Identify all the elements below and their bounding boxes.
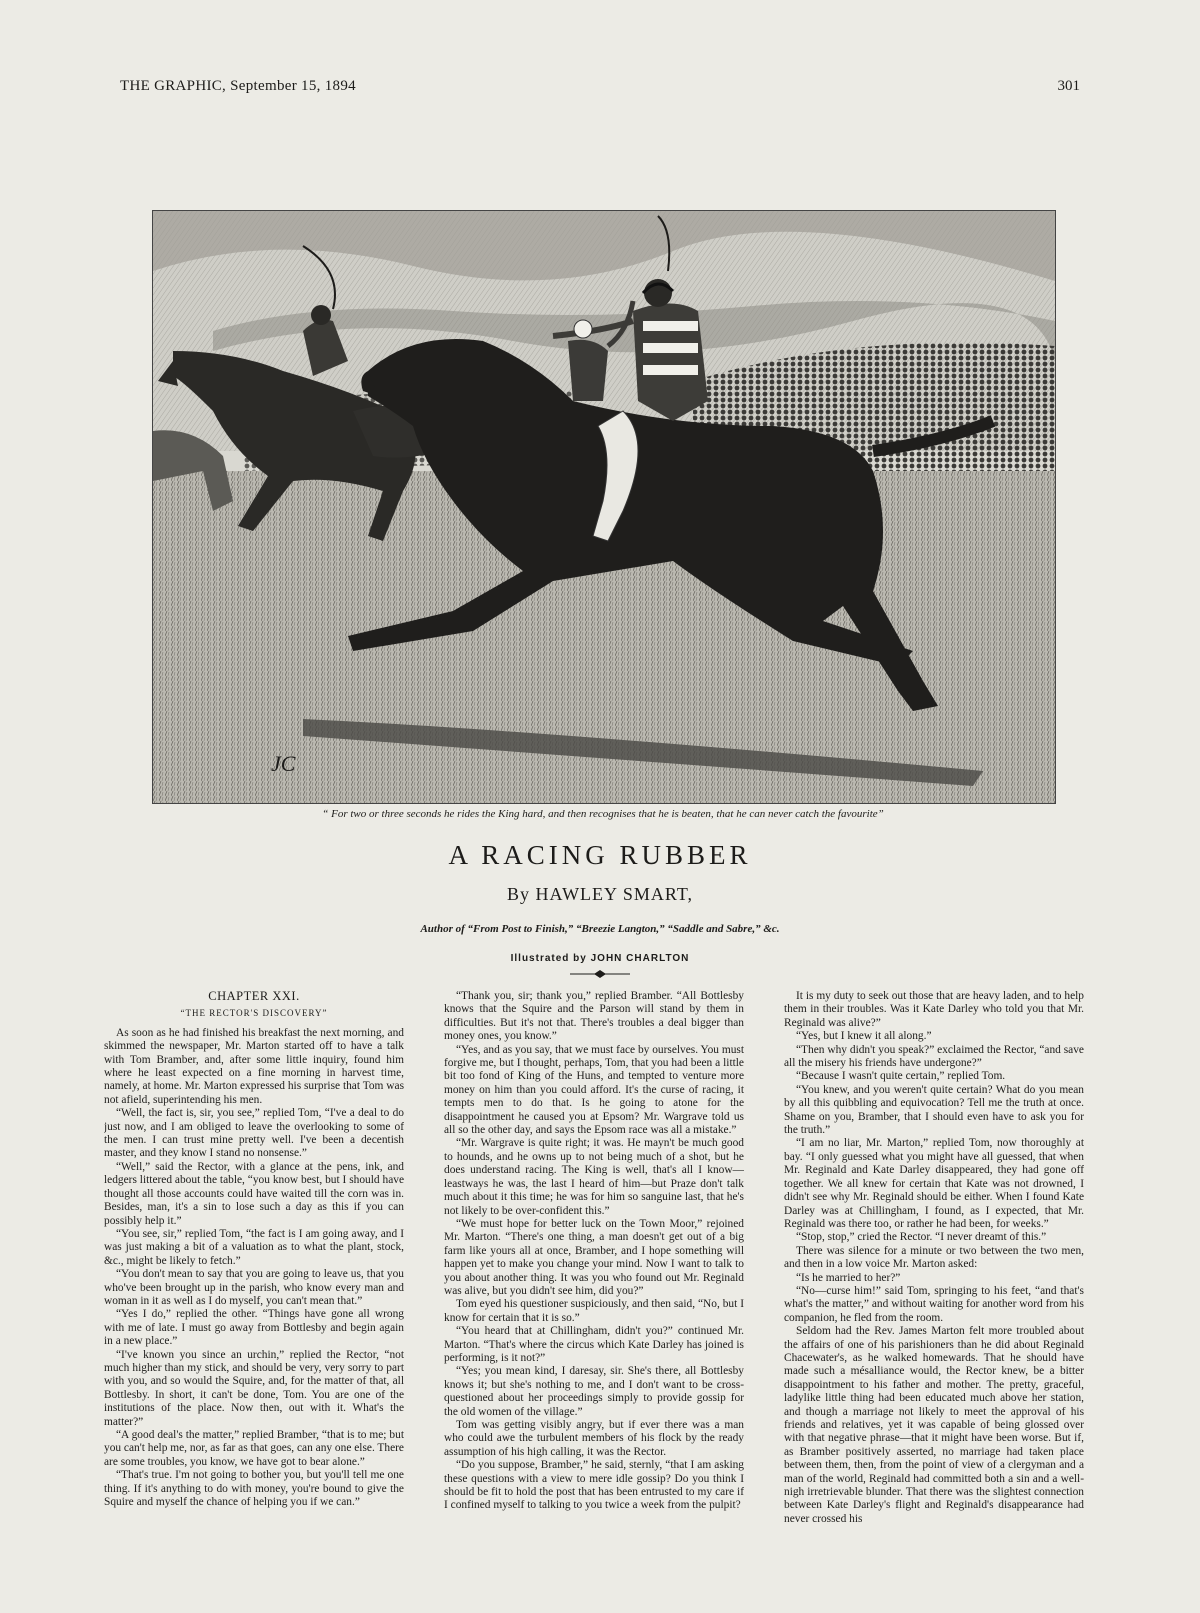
paragraph: There was silence for a minute or two between the two men, and then in a low voice Mr. Marton asked:	[784, 1244, 1084, 1271]
page-number: 301	[1057, 78, 1080, 94]
chapter-number: CHAPTER XXI.	[208, 990, 300, 1003]
paragraph: “We must hope for better luck on the Town Moor,” rejoined Mr. Marton. “There's one thing, a man doesn't get out of a big farm like yours all at once, Bramber, and I hope something will happen yet to make you change your mind. Now I want to talk to you about another thing. It was you who found out Mr. Reginald was alive, but you didn't see him, did you?”	[444, 1217, 744, 1297]
paragraph: “I've known you since an urchin,” replied the Rector, “not much higher than my stick, and should be very, very sorry to part with you, and so would the Squire, and, for the matter of that, all Bottlesby. In short, it can't be done, Tom. You are one of the institutions of the place. Now then, out with it. What's the matter?”	[104, 1348, 404, 1428]
paragraph: “Well, the fact is, sir, you see,” replied Tom, “I've a deal to do just now, and I am obliged to leave the overlooking to some of the men. I can trust mine pretty well. I've been a decentish master, and they know I stand no nonsense.”	[104, 1107, 404, 1160]
text-column-2	[444, 990, 744, 1590]
paragraph: “No—curse him!” said Tom, springing to his feet, “and that's what's the matter,” and without waiting for another word from his companion, he fled from the room.	[784, 1284, 1084, 1324]
paragraph: Tom eyed his questioner suspiciously, and then said, “No, but I know for certain that it is so.”	[444, 1298, 744, 1324]
journal-title: THE GRAPHIC, September 15, 1894	[120, 78, 356, 94]
paragraph: “Yes, but I knew it all along.”	[796, 1030, 932, 1043]
byline: By HAWLEY SMART,	[507, 884, 693, 904]
story-title: A RACING RUBBER	[448, 840, 752, 870]
chapter-title: “THE RECTOR'S DISCOVERY”	[180, 1008, 328, 1019]
paragraph: “You heard that at Chillingham, didn't you?” continued Mr. Marton. “That's where the circus which Kate Darley has joined is performing, is it not?”	[444, 1325, 744, 1364]
engraving-svg	[153, 211, 1055, 803]
illustrator-credit: Illustrated by JOHN CHARLTON	[510, 953, 690, 964]
artist-monogram: JC	[271, 751, 296, 776]
paragraph: “Stop, stop,” cried the Rector. “I never dreamt of this.”	[796, 1231, 1047, 1244]
paragraph: “A good deal's the matter,” replied Bramber, “that is to me; but you can't help me, nor, as far as that goes, can any one else. There are some troubles, you know, we have got to bear alone.”	[104, 1429, 404, 1468]
paragraph: “I am no liar, Mr. Marton,” replied Tom, now thoroughly at bay. “I only guessed what you might have all guessed, that when Mr. Reginald and Kate Darley disappeared, they had gone off together. We all knew for certain that Kate was not drowned, I didn't see why Mr. Reginald should be either. When I found Kate Darley was at Chillingham, I found, as I expected, that Mr. Reginald was there too, or rather he had been, for weeks.”	[784, 1137, 1084, 1230]
paragraph: “Yes, and as you say, that we must face by ourselves. You must forgive me, but I thought, perhaps, Tom, that you had been a little bit too fond of King of the Huns, and tempted to venture more money on him than you could afford. It's the curse of racing, it tempts men to do that. Is he going to atone for the disappointment he caused you at Epsom? Mr. Wargrave told us all so the other day, and says the Epsom race was all a mistake.”	[444, 1043, 744, 1137]
paragraph: “You don't mean to say that you are going to leave us, that you who've been brought up in the parish, who know every man and woman in it as well as I do myself, you can't mean that.”	[104, 1268, 404, 1307]
paragraph: “Well,” said the Rector, with a glance at the pens, ink, and ledgers littered about the table, “you know best, but I should have thought all those accounts could have waited till the corn was in. Besides, man, it's a sin to lose such a day as this if you can possibly help it.”	[104, 1160, 404, 1227]
paragraph: “Because I wasn't quite certain,” replied Tom.	[796, 1070, 1006, 1083]
paragraph: Tom was getting visibly angry, but if ever there was a man who could awe the turbulent members of his flock by the ready assumption of his high calling, it was the Rector.	[444, 1419, 744, 1458]
paragraph: “Yes; you mean kind, I daresay, sir. She's there, all Bottlesby knows it; but she's nothing to me, and I don't want to be cross-questioned about her proceedings simply to provide gossip for the old women of the village.”	[444, 1365, 744, 1418]
paragraph: “You see, sir,” replied Tom, “the fact is I am going away, and I was just making a bit of a valuation as to what the plant, stock, &c., might be likely to fetch.”	[104, 1227, 404, 1267]
horse-race-engraving	[152, 210, 1056, 804]
paragraph: “You knew, and you weren't quite certain? What do you mean by all this quibbling and equivocation? Tell me the truth at once. Shame on you, Bramber, that I should even have to ask you for the truth.”	[784, 1083, 1084, 1137]
text-column-3	[784, 990, 1084, 1590]
ornamental-rule	[570, 970, 630, 978]
paragraph: “Yes I do,” replied the other. “Things have gone all wrong with me of late. I must go away from Bottlesby and begin again in a new place.”	[104, 1308, 404, 1348]
paragraph: “Is he married to her?”	[796, 1271, 901, 1284]
paragraph: “That's true. I'm not going to bother you, but you'll tell me one thing. If it's anything to do with money, you're bound to give the Squire and myself the chance of helping you if we can.”	[104, 1469, 404, 1509]
illustration-caption: “ For two or three seconds he rides the King hard, and then recognises that he is beaten, that he can never catch the favourite”	[322, 808, 884, 820]
running-head	[120, 78, 1080, 102]
paragraph: “Do you suppose, Bramber,” he said, sternly, “that I am asking these questions with a view to mere idle gossip? Do you think I should be fit to hold the post that has been entrusted to my care if I confined myself to talking to you twice a week from the pulpit?	[444, 1459, 744, 1512]
paragraph: “Thank you, sir; thank you,” replied Bramber. “All Bottlesby knows that the Squire and the Parson will stand by them in difficulties. But it's not that. There's troubles a deal bigger than money ones, you know.”	[444, 990, 744, 1043]
paragraph: As soon as he had finished his breakfast the next morning, and skimmed the newspaper, Mr. Marton started off to have a talk with Tom Bramber, and, after some little inquiry, found him where he least expected on a fine morning in harvest time, namely, at home. Mr. Marton expressed his surprise that Tom was not afield, superintending his men.	[104, 1026, 404, 1106]
paragraph: It is my duty to seek out those that are heavy laden, and to help them in their troubles. Was it Kate Darley who told you that Mr. Reginald was alive?”	[784, 990, 1084, 1029]
text-column-1	[104, 990, 404, 1590]
paragraph: “Mr. Wargrave is quite right; it was. He mayn't be much good to hounds, and he owns up to not being much of a shot, but he does understand racing. The King is well, that's all I know—leastways he was, the last I heard of him—but Praze don't talk much about it this time; he was for him so sanguine last, that he's not likely to be over-confident this.”	[444, 1137, 744, 1217]
author-credits: Author of “From Post to Finish,” “Breezie Langton,” “Saddle and Sabre,” &c.	[420, 923, 780, 935]
paragraph: Seldom had the Rev. James Marton felt more troubled about the affairs of one of his parishioners than he did about Reginald Chacewater's, as he walked homewards. That he should have made such a mésalliance would, the Rector knew, be a bitter disappointment to his father and mother. The pretty, graceful, ladylike little thing had been educated much above her station, and though a marriage not likely to meet the approval of his friends and relatives, yet it was capable of being glossed over with that negative phrase—that it might have been worse. But if, as Bramber positively asserted, no marriage had taken place between them, then, from the point of view of a clergyman and a man of the world, Reginald had committed both a sin and a well-nigh irretrievable blunder. That there was the slightest connection between Kate Darley's flight and Reginald's disappearance had never crossed his	[784, 1325, 1084, 1525]
paragraph: “Then why didn't you speak?” exclaimed the Rector, “and save all the misery his friends have undergone?”	[784, 1043, 1084, 1070]
